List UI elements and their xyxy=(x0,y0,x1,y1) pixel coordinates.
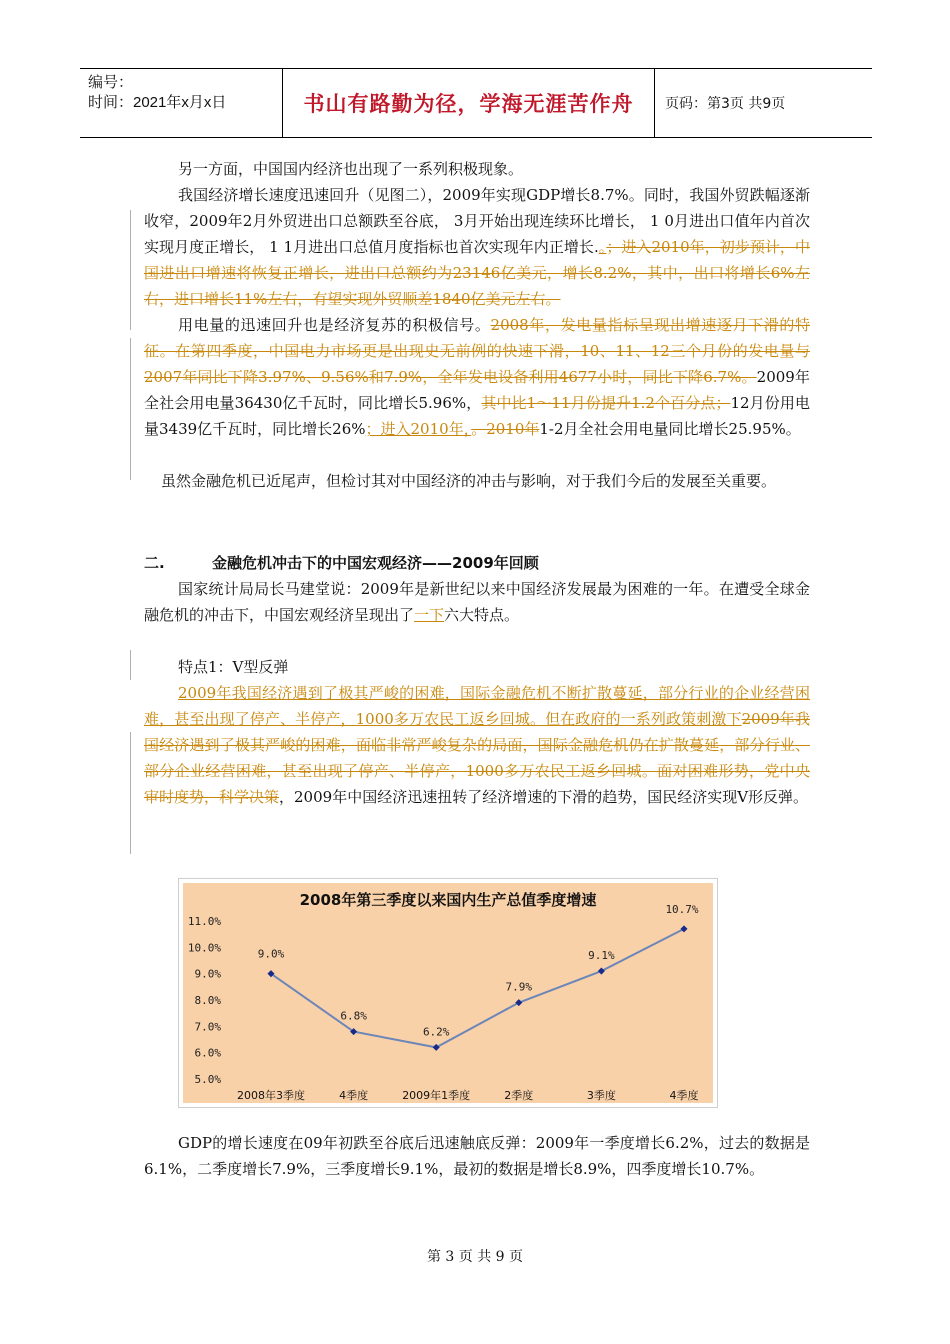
x-tick-label: 4季度 xyxy=(669,1089,699,1102)
y-tick-label: 9.0% xyxy=(194,967,221,981)
deleted-text: ；进入2010年，初步预计，中国进出口增速将恢复正增长，进出口总额约为23146亿美元，增长8.2%，其中，出口将增长6%左右，进口增长11%左右，有望实现外贸顺差1840亿美元左右。 xyxy=(144,238,810,308)
y-tick-label: 8.0% xyxy=(194,994,221,1007)
data-label: 7.9% xyxy=(505,980,533,994)
y-tick-label: 10.0% xyxy=(187,941,221,955)
paragraph xyxy=(144,182,810,312)
chart-title: 2008年第三季度以来国内生产总值季度增速 xyxy=(299,891,597,909)
paragraph-text: 12月份用电量3439亿千瓦时，同比增长26% xyxy=(144,394,810,438)
paragraph: 另一方面，中国国内经济也出现了一系列积极现象。 xyxy=(178,160,524,178)
header-motto: 书山有路勤为径，学海无涯苦作舟 xyxy=(283,69,655,137)
change-bar xyxy=(130,338,131,480)
chart-svg xyxy=(179,879,717,1107)
deleted-text: 。2010年 xyxy=(471,420,540,438)
paragraph-text: 2009年全社会用电量36430亿千瓦时，同比增长5.96%， xyxy=(144,368,810,412)
y-tick-label: 6.0% xyxy=(194,1046,221,1060)
data-label: 10.7% xyxy=(665,902,699,916)
data-label: 6.2% xyxy=(422,1025,450,1039)
chart-background xyxy=(183,883,713,1103)
section-title: 金融危机冲击下的中国宏观经济——2009年回顾 xyxy=(212,554,539,572)
section-heading xyxy=(144,550,810,576)
paragraph-text: 六大特点。 xyxy=(444,606,520,624)
inserted-text: ；进入2010年， xyxy=(365,420,472,438)
doc-date-label: 时间：2021年x月x日 xyxy=(88,94,227,111)
doc-number-label: 编号： xyxy=(88,74,134,91)
feature-heading: 特点1：V型反弹 xyxy=(178,658,289,676)
header-page-number: 页码：第3页 共9页 xyxy=(665,96,786,112)
x-tick-label: 3季度 xyxy=(586,1089,616,1102)
header-meta xyxy=(80,69,283,137)
y-tick-label: 7.0% xyxy=(194,1020,221,1034)
paragraph-text: 我国经济增长速度迅速回升（见图二），2009年实现GDP增长8.7%。同时，我国外贸跌幅逐渐收窄，2009年2月外贸进出口总额跌至谷底， 3月开始出现连续环比增长， 1 0月进出口值年内首次实现月度正增长， 1 1月进出口总值月度指标也首次实现年内正增长. xyxy=(144,186,810,256)
document-body xyxy=(144,156,810,810)
change-bar xyxy=(130,210,131,330)
paragraph xyxy=(144,312,810,442)
paragraph xyxy=(144,576,810,628)
paragraph-text: 国家统计局局长马建堂说：2009年是新世纪以来中国经济发展最为困难的一年。在遭受全球金融危机的冲击下，中国宏观经济呈现出了 xyxy=(144,580,810,624)
inserted-text: 一下 xyxy=(414,606,445,624)
section-number: 二. xyxy=(144,554,165,572)
y-tick-label: 5.0% xyxy=(194,1073,221,1086)
paragraph: GDP的增长速度在09年初跌至谷底后迅速触底反弹：2009年一季度增长6.2%，过去的数据是6.1%，二季度增长7.9%，三季度增长9.1%，最初的数据是增长8.9%，四季度增长10.7%。 xyxy=(144,1134,810,1178)
change-bar xyxy=(130,732,131,854)
document-body-lower xyxy=(144,1130,810,1182)
paragraph xyxy=(144,680,810,810)
paragraph-text: ，2009年中国经济迅速扭转了经济增速的下滑的趋势，国民经济实现V形反弹。 xyxy=(279,788,809,806)
x-tick-label: 2009年1季度 xyxy=(402,1089,471,1102)
paragraph-text: 用电量的迅速回升也是经济复苏的积极信号。 xyxy=(178,316,491,334)
x-tick-label: 4季度 xyxy=(339,1089,369,1102)
data-label: 6.8% xyxy=(340,1009,367,1023)
x-tick-label: 2季度 xyxy=(504,1089,534,1102)
paragraph: 虽然金融危机已近尾声，但检讨其对中国经济的冲击与影响，对于我们今后的发展至关重要。 xyxy=(161,472,777,490)
deleted-text: 2008年，发电量指标呈现出增速逐月下滑的特征。在第四季度，中国电力市场更是出现史无前例的快速下滑，10、11、12三个月份的发电量与2007年同比下降3.97%、9.56%和7.9%，全年发电设备利用4677小时，同比下降6.7%。 xyxy=(144,316,810,386)
gdp-growth-chart xyxy=(178,878,718,1108)
inserted-text: 。 xyxy=(598,238,607,256)
deleted-text: 其中比1～11月份提升1.2个百分点； xyxy=(481,394,731,412)
page-header xyxy=(80,68,872,138)
page-footer: 第 3 页 共 9 页 xyxy=(426,1249,524,1265)
y-tick-label: 11.0% xyxy=(187,915,221,928)
paragraph-text: 1-2月全社会用电量同比增长25.95%。 xyxy=(539,420,801,438)
deleted-text: 2009年我国经济遇到了极其严峻的困难，面临非常严峻复杂的局面，国际金融危机仍在扩散蔓延，部分行业、部分企业经营困难，甚至出现了停产、半停产，1000多万农民工返乡回城。面对困难形势，党中央审时度势，科学决策 xyxy=(144,710,810,806)
x-tick-label: 2008年3季度 xyxy=(237,1089,305,1102)
data-label: 9.1% xyxy=(588,949,615,963)
change-bar xyxy=(130,650,131,680)
data-label: 9.0% xyxy=(257,947,285,961)
inserted-text: 2009年我国经济遇到了极其严峻的困难，国际金融危机不断扩散蔓延，部分行业的企业经营困难，甚至出现了停产、半停产，1000多万农民工返乡回城。但在政府的一系列政策刺激下 xyxy=(144,684,810,728)
